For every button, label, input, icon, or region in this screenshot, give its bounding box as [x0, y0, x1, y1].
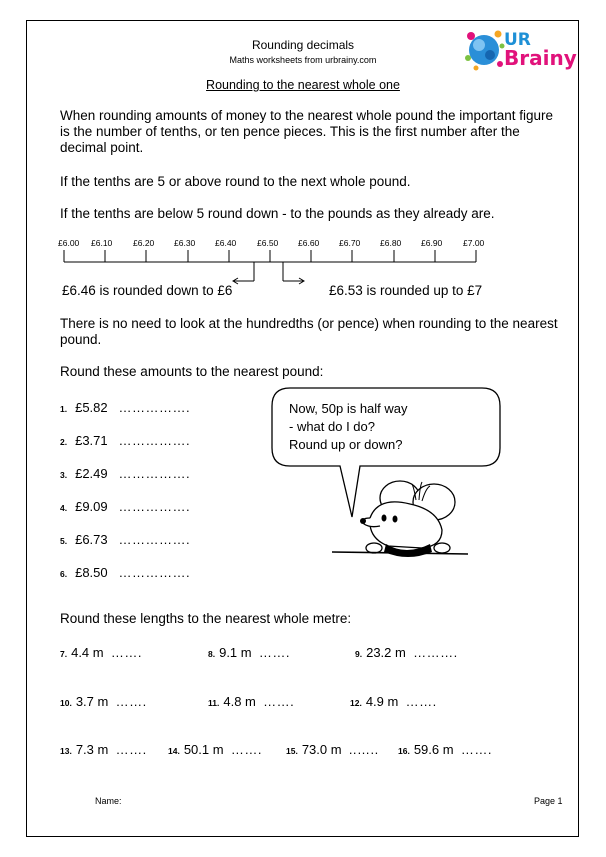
speech-bubble-text: [289, 400, 408, 454]
question-value: £2.49: [75, 466, 108, 481]
length-question: [60, 694, 147, 709]
answer-blank[interactable]: …….: [115, 742, 147, 757]
tick-label: £6.30: [174, 238, 196, 248]
tick-label: £6.20: [133, 238, 155, 248]
question-number: 4.: [60, 503, 68, 513]
tick-label: £6.80: [380, 238, 402, 248]
question-number: 9.: [355, 649, 363, 659]
question-value: 73.0 m: [301, 742, 342, 757]
answer-blank[interactable]: …………….: [118, 466, 191, 481]
example-round-down: £6.46 is rounded down to £6: [62, 283, 233, 298]
answer-blank[interactable]: …….: [110, 645, 142, 660]
tick-label: £7.00: [463, 238, 485, 248]
answer-blank[interactable]: …….: [258, 645, 290, 660]
question-number: 10.: [60, 698, 72, 708]
length-question: [355, 645, 458, 660]
worksheet-subtitle: Maths worksheets from urbrainy.com: [229, 55, 377, 65]
question-number: 7.: [60, 649, 68, 659]
question-value: 23.2 m: [366, 645, 406, 660]
question-value: 9.1 m: [219, 645, 252, 660]
tick-label: £6.40: [215, 238, 237, 248]
question-value: 59.6 m: [413, 742, 454, 757]
question-number: 2.: [60, 437, 68, 447]
question-value: £8.50: [75, 565, 108, 580]
length-question: [208, 694, 294, 709]
question-value: £6.73: [75, 532, 108, 547]
answer-blank[interactable]: …….: [405, 694, 437, 709]
question-value: £9.09: [75, 499, 108, 514]
answer-blank[interactable]: …………….: [118, 565, 191, 580]
answer-blank[interactable]: …….: [115, 694, 147, 709]
question-number: 3.: [60, 470, 68, 480]
question-number: 13.: [60, 746, 72, 756]
length-question: [208, 645, 290, 660]
speech-line: Round up or down?: [289, 437, 403, 452]
answer-blank[interactable]: …………….: [118, 433, 191, 448]
answer-blank[interactable]: …….: [230, 742, 262, 757]
tick-label: £6.10: [91, 238, 113, 248]
tick-label: £6.60: [298, 238, 320, 248]
page-number: Page 1: [534, 796, 563, 806]
intro-paragraph-2: If the tenths are 5 or above round to the next whole pound.: [60, 174, 411, 189]
name-label: Name:: [95, 796, 122, 806]
note-paragraph: There is no need to look at the hundredths (or pence) when rounding to the nearest pound.: [60, 316, 558, 347]
tick-label: £6.90: [421, 238, 443, 248]
length-question: [60, 742, 147, 757]
answer-blank[interactable]: …………….: [118, 400, 191, 415]
question-value: 4.4 m: [71, 645, 104, 660]
question-number: 12.: [350, 698, 362, 708]
question-number: 11.: [208, 698, 220, 708]
answer-blank[interactable]: …….: [460, 742, 492, 757]
section-title: Rounding to the nearest whole one: [206, 78, 400, 92]
question-number: 5.: [60, 536, 68, 546]
intro-paragraph-1: When rounding amounts of money to the nearest whole pound the important figure is the number of tenths, or ten pence pieces. This is the first number after the decimal point.: [60, 108, 554, 155]
answer-blank[interactable]: …………….: [118, 499, 191, 514]
question-number: 8.: [208, 649, 216, 659]
length-question: [60, 645, 142, 660]
answer-blank[interactable]: …….: [263, 694, 295, 709]
answer-blank[interactable]: ..…..: [348, 742, 379, 757]
logo-text-brainy: Brainy: [504, 46, 577, 70]
question-value: 7.3 m: [75, 742, 109, 757]
question-number: 15.: [286, 746, 298, 756]
tick-label: £6.70: [339, 238, 361, 248]
length-question: [350, 694, 437, 709]
logo-text-ur: UR: [504, 30, 531, 50]
question-number: 1.: [60, 404, 68, 414]
question-number: 6.: [60, 569, 68, 579]
speech-line: Now, 50p is half way: [289, 401, 408, 416]
length-question: [286, 742, 379, 757]
question-value: £3.71: [75, 433, 108, 448]
question-number: 14.: [168, 746, 180, 756]
mouse-icon: [330, 478, 470, 560]
speech-line: - what do I do?: [289, 419, 375, 434]
question-value: £5.82: [75, 400, 108, 415]
example-round-up: £6.53 is rounded up to £7: [329, 283, 483, 298]
question-value: 4.9 m: [365, 694, 399, 709]
answer-blank[interactable]: ……….: [413, 645, 458, 660]
length-question: [168, 742, 262, 757]
tick-label: £6.50: [257, 238, 279, 248]
intro-paragraph-3: If the tenths are below 5 round down - to the pounds as they already are.: [60, 206, 495, 221]
question-value: 50.1 m: [183, 742, 224, 757]
question-value: 4.8 m: [223, 694, 256, 709]
length-instruction: Round these lengths to the nearest whole metre:: [60, 611, 352, 626]
tick-label: £6.00: [58, 238, 80, 248]
length-question: [398, 742, 492, 757]
question-number: 16.: [398, 746, 410, 756]
money-instruction: Round these amounts to the nearest pound:: [60, 364, 324, 379]
question-value: 3.7 m: [75, 694, 109, 709]
answer-blank[interactable]: …………….: [118, 532, 191, 547]
worksheet-title: Rounding decimals: [251, 38, 355, 52]
